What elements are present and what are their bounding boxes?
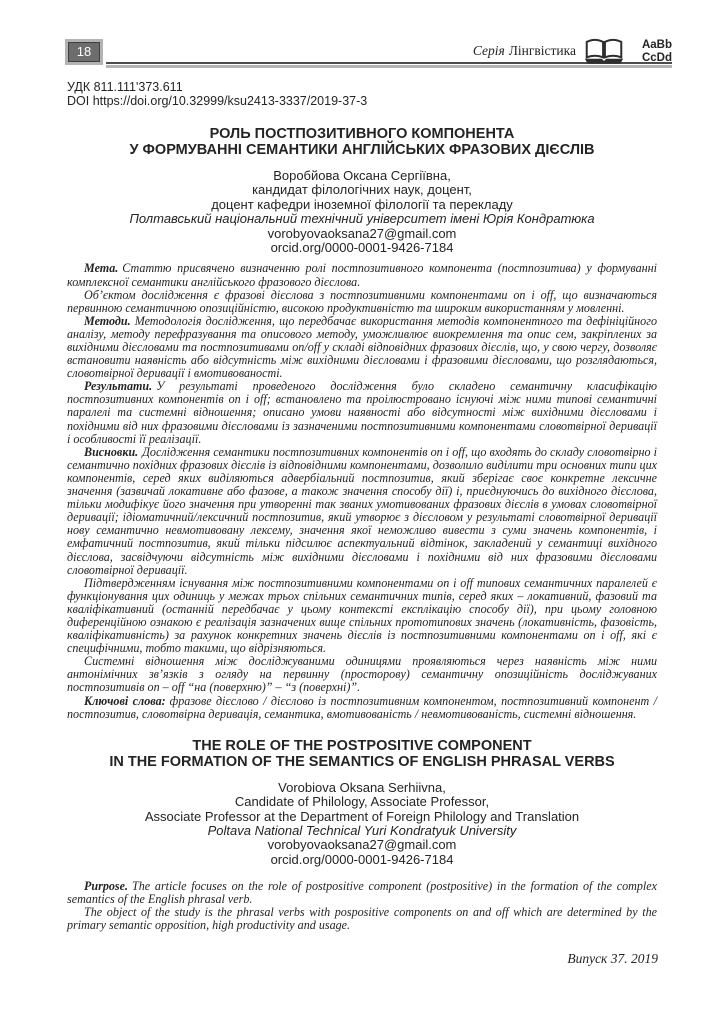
journal-logo-text: [642, 39, 672, 65]
doi-line: DOI https://doi.org/10.32999/ksu2413-3337/2019-37-3: [67, 94, 368, 108]
abstract-paragraph-conclusions: Висновки. Дослідження семантики постпозитивних компонентів on і off, що входять до складу словотвірно і семантично похідних фразових дієслів із відповідними компонентами, дозволило виділити три основних типи цих компонентів, серед яких виділяються адвербіальний постпозитив, який зберігає своє конкретне лексичне значення (зазвичай локативне або фазове, а також значення способу дії) і, приєднуючись до вихідного дієслова, тільки модифікує його значення при утворенні так званих умотивованих фразових дієслів в умовах словотвірної деривації; ідіоматичний/лексичний постпозитив, який утворює з дієсловом у результаті словотвірної деривації нову семантично невмотивовану лексему, значення якої неможливо вивести з суми значень компонентів, і емфатичний постпозитив, який тільки підсилює аспектуальний відтінок, закладений у семантиці вихідного дієслова, засвідчуючи відсутність між вихідними дієсловами і похідними від них фразовими дієсловами словотвірної деривації.: [67, 444, 657, 577]
abstract-paragraph-object: Об’єктом дослідження є фразові дієслова з постпозитивними компонентами on і off, що визначаються первинною семантичною опозиційністю, високою продуктивністю та широким використанням у мовленні.: [67, 287, 657, 315]
article-content: [67, 80, 657, 933]
author-name-uk: Воробйова Оксана Сергіївна,: [273, 168, 451, 183]
series-name: Лінгвістика: [508, 43, 576, 58]
article-title-en: [67, 738, 657, 770]
article-title-uk: [67, 126, 657, 158]
title-uk-line1: РОЛЬ ПОСТПОЗИТИВНОГО КОМПОНЕНТА: [209, 126, 515, 142]
series-label: [473, 43, 576, 59]
author-name-en: Vorobiova Oksana Serhiivna,: [278, 779, 446, 795]
abstract-paragraph-object-en: The object of the study is the phrasal verbs with pospositive components on and off which are determined by the primary semantic opposition, high productivity and usage.: [67, 905, 657, 933]
abstract-paragraph-meta: Мета. Статтю присвячено визначенню ролі постпозитивного компонента (постпозитива) у формуванні комплексної семантики англійського фразового дієслова.: [67, 261, 657, 289]
author-position-uk: доцент кафедри іноземної філології та перекладу: [211, 196, 513, 212]
abstract-paragraph-methods: Методи. Методологія дослідження, що передбачає використання методів компонентного та дефініційного аналізу, методу перефразування та описового методу, уможливлює виокремлення та опис сем, закріплених за вихідними дієсловами та постпозитивами on/off у складі відповідних фразових дієслів, що, у свою чергу, дозволяє встановити наявність або відсутність між вихідними дієсловами і фразовими дієсловами, що розглядаються, словотвірної деривації і вмотивованості.: [67, 313, 657, 381]
abstract-paragraph-confirmation: Підтвердженням існування між постпозитивними компонентами on і off типових семантичних паралелей є функціонування цих одиниць у межах трьох спільних семантичних типів, серед яких – локативний, фазовий та кваліфікативний (останній передбачає у цьому контексті експлікацію способу дії), при цьому головною диференційною ознакою є реалізація зазначених вище спільних прототипових значень (локативність, фазовість, кваліфікативність) за рахунок конкретних значень дієслів із постпозитивними компонентами on і off, які є специфічними, тобто такими, що відрізняються.: [67, 575, 657, 656]
abstract-paragraph-purpose: Purpose. The article focuses on the role of postpositive component (postpositive) in the formation of the complex semantics of the English phrasal verb.: [67, 879, 657, 907]
author-position-en: Associate Professor at the Department of Foreign Philology and Translation: [144, 808, 580, 824]
series-word: Серія: [472, 43, 505, 58]
page-number: 18: [76, 44, 92, 59]
abstract-paragraph-keywords: Ключові слова: фразове дієслово / дієслово із постпозитивним компонентом, постпозитивний компонент / постпозитив, словотвірна деривація, семантика, вмотивованість / невмотивованість, системні відношення.: [67, 693, 657, 721]
page-header: [66, 36, 672, 72]
affiliation-uk: Полтавський національний технічний університет імені Юрія Кондратюка: [129, 211, 595, 227]
logo-text-line1: AaBb: [641, 39, 672, 51]
abstract-paragraph-results: Результати. У результаті проведеного дослідження було складено семантичну класифікацію постпозитивних компонентів on і off; встановлено та проілюстровано існуючі між ними типові семантичні паралелі та системні відношення; описано умови наявності або відсутності між вихідними дієсловами і похідними від них фразовими дієсловами із зазначеними постпозитивними компонентами словотвірної деривації і особливості її реалізації.: [67, 379, 657, 446]
abstract-uk: [67, 262, 657, 720]
udc-doi-block: [67, 80, 657, 108]
title-en-line1: THE ROLE OF THE POSTPOSITIVE COMPONENT: [192, 737, 532, 754]
author-block-en: [67, 781, 657, 867]
udc-line: УДК 811.111'373.611: [67, 80, 183, 94]
open-book-icon: [584, 36, 624, 66]
page-number-badge: [68, 42, 100, 62]
author-block-uk: [67, 169, 657, 255]
author-degree-uk: кандидат філологічних наук, доцент,: [252, 182, 472, 198]
issue-footer: Випуск 37. 2019: [567, 951, 658, 966]
author-degree-en: Candidate of Philology, Associate Professor,: [234, 794, 490, 810]
logo-text-line2: CcDd: [641, 52, 672, 64]
author-orcid-en: orcid.org/0000-0001-9426-7184: [270, 851, 454, 867]
author-orcid-uk: orcid.org/0000-0001-9426-7184: [270, 240, 454, 256]
title-en-line2: IN THE FORMATION OF THE SEMANTICS OF ENGLISH PHRASAL VERBS: [109, 753, 615, 770]
abstract-paragraph-systemic: Системні відношення між досліджуваними одиницями проявляються через наявність між ними антонімічних зв’язків з огляду на первинну (просторову) семантичну опозиційність досліджуваних постпозитивів on – off “на (поверхню)” – “з (поверхні)”.: [67, 654, 657, 695]
title-uk-line2: У ФОРМУВАННІ СЕМАНТИКИ АНГЛІЙСЬКИХ ФРАЗОВИХ ДІЄСЛІВ: [129, 142, 595, 158]
author-email-uk: vorobyovaoksana27@gmail.com: [267, 225, 457, 241]
author-email-en: vorobyovaoksana27@gmail.com: [267, 837, 457, 853]
abstract-en: [67, 880, 657, 932]
affiliation-en: Poltava National Technical Yuri Kondratyuk University: [207, 822, 517, 838]
